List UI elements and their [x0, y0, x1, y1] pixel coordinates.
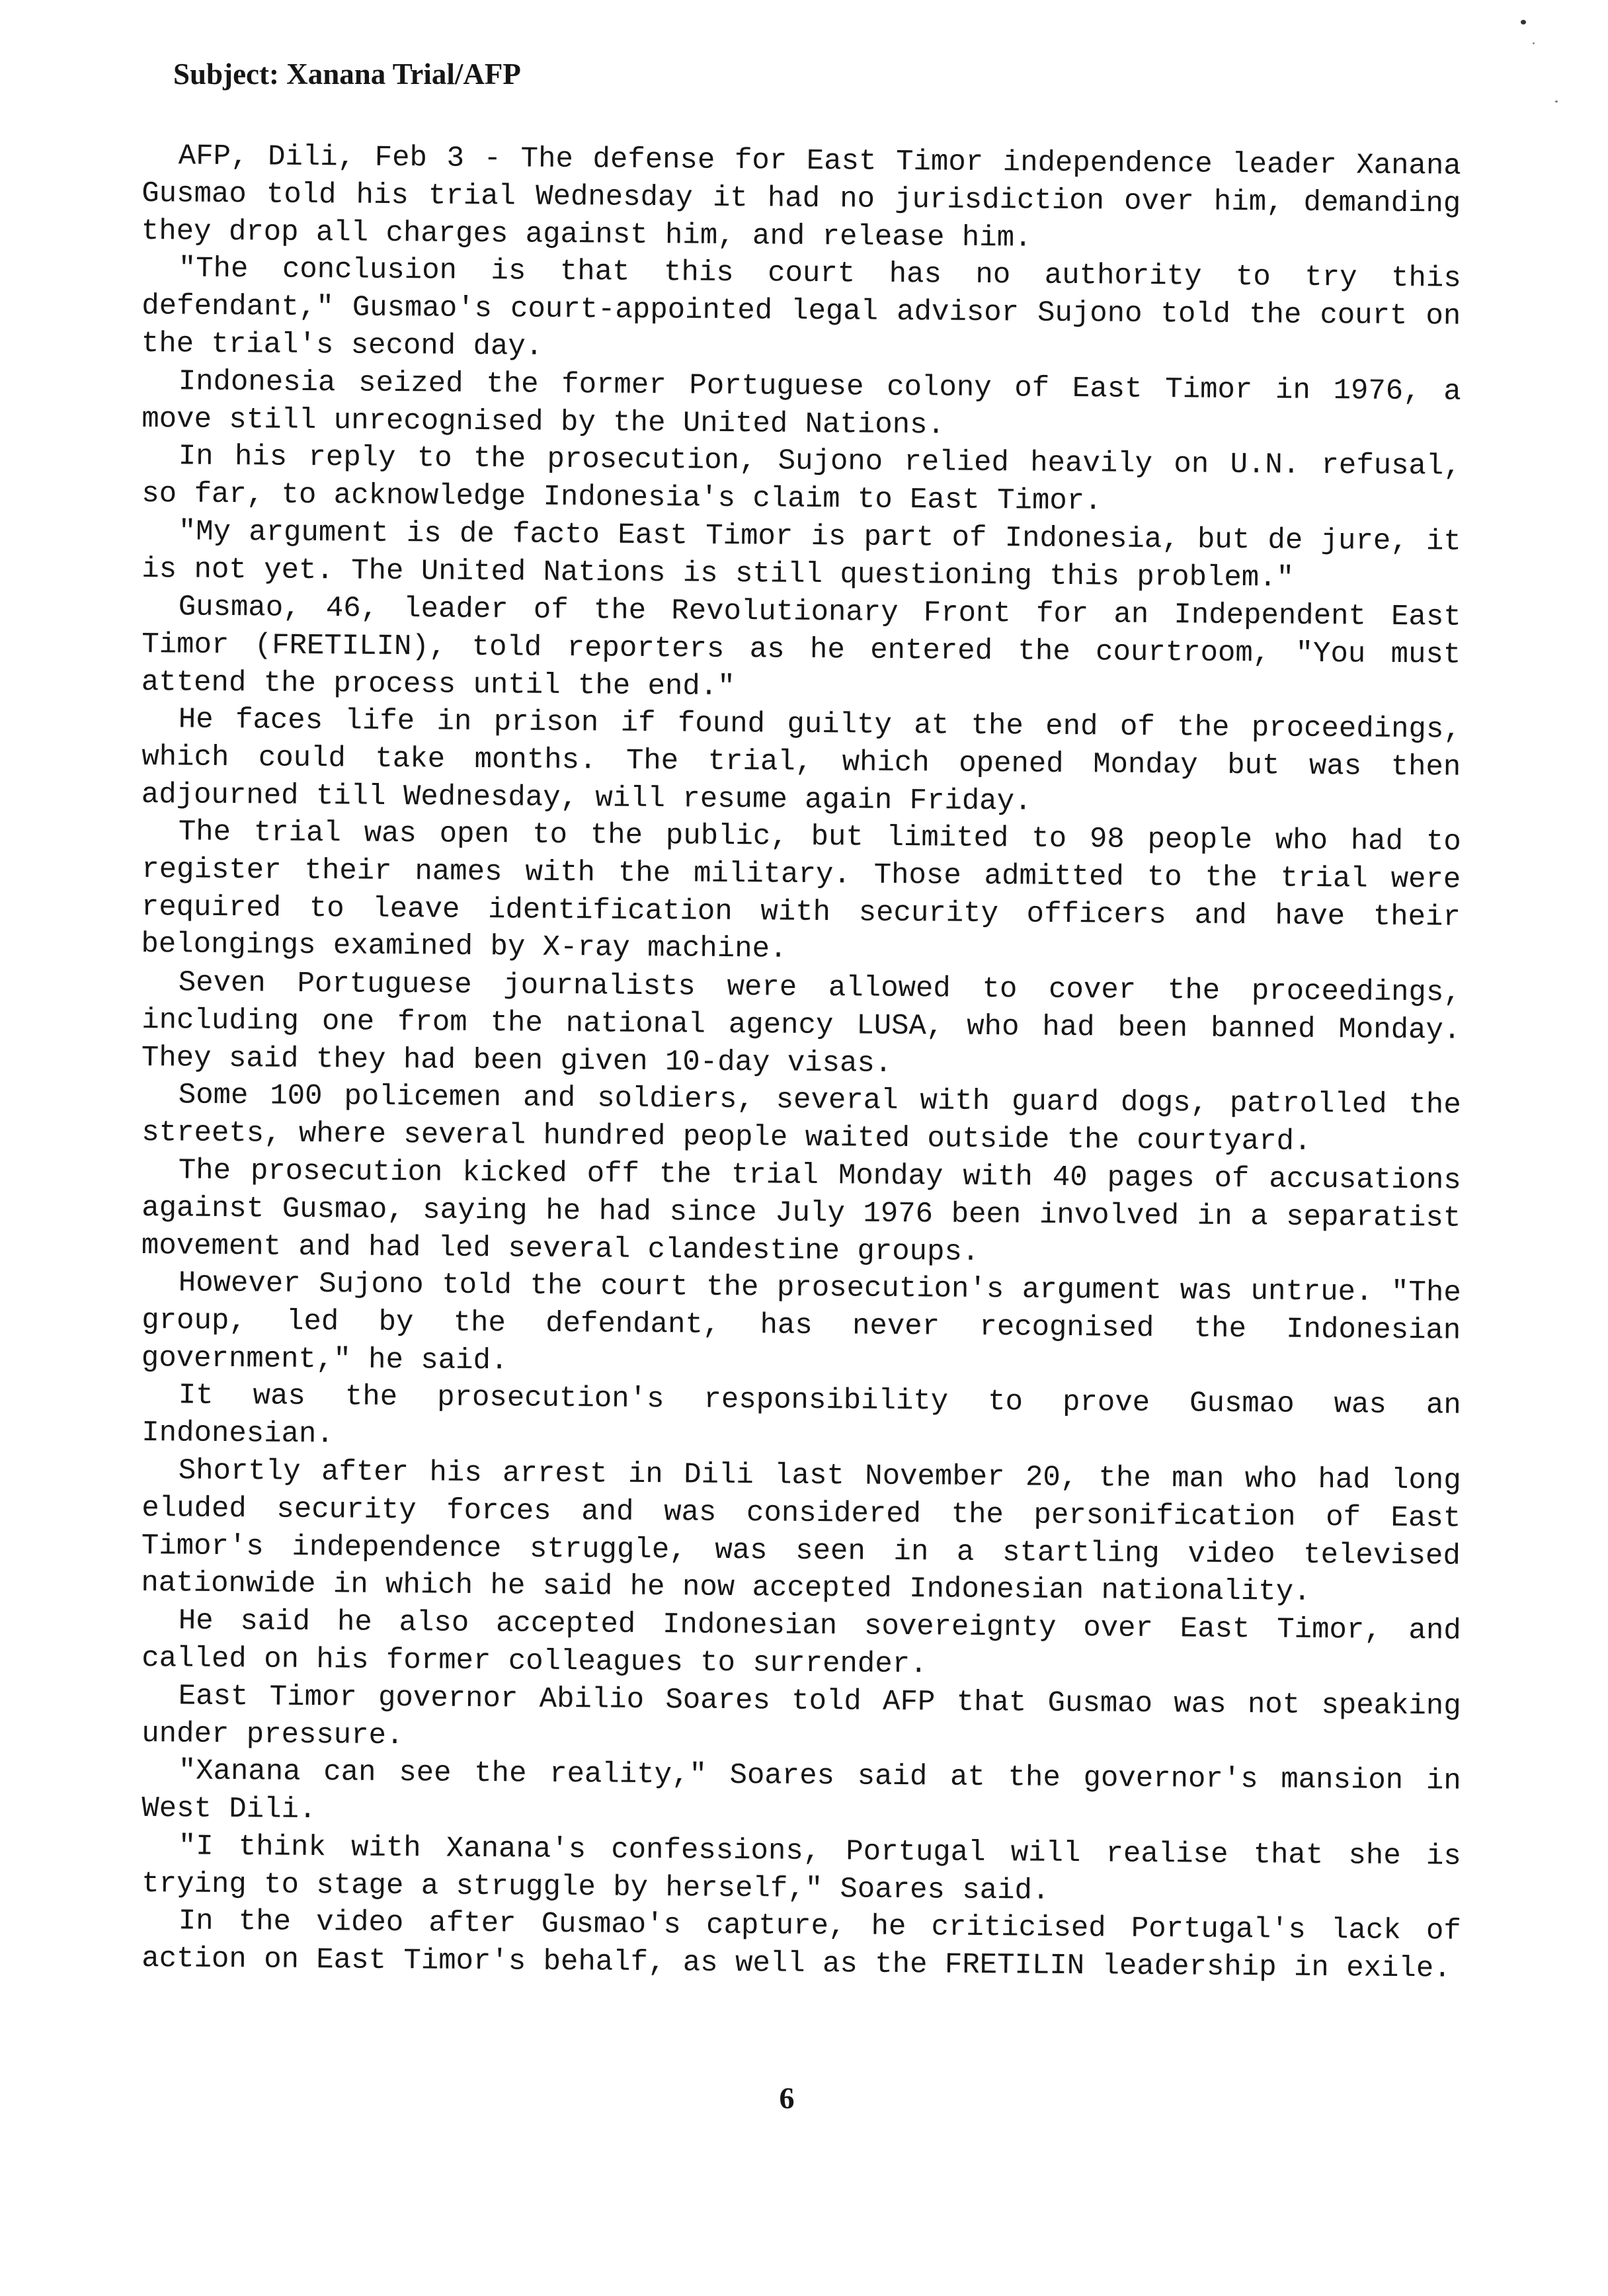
article-paragraph: Some 100 policemen and soldiers, several with guard dogs, patrolled the streets, where several hundred people waited outside the courtyard.: [141, 1079, 1461, 1159]
page-number: 6: [779, 2081, 795, 2115]
article-paragraph: AFP, Dili, Feb 3 - The defense for East Timor independence leader Xanana Gusmao told his trial Wednesday it had no jurisdiction over him, demanding they drop all charges against him, and release him.: [141, 140, 1461, 255]
scan-speck: [1555, 101, 1558, 102]
article-paragraph: However Sujono told the court the prosecution's argument was untrue. "The group, led by the defendant, has never recognised the Indonesian government," he said.: [141, 1266, 1461, 1377]
article-paragraph: "My argument is de facto East Timor is part of Indonesia, but de jure, it is not yet. The United Nations is still questioning this problem.": [141, 515, 1461, 595]
article-body: [141, 138, 1461, 1986]
article-paragraph: The trial was open to the public, but limited to 98 people who had to register their names with the military. Those admitted to the trial were required to leave identification with security officers and have their belongings examined by X-ray machine.: [141, 815, 1461, 967]
article-paragraph: Indonesia seized the former Portuguese colony of East Timor in 1976, a move still unrecognised by the United Nations.: [141, 365, 1461, 442]
article-paragraph: "Xanana can see the reality," Soares said at the governor's mansion in West Dili.: [141, 1754, 1461, 1827]
article-paragraph: In the video after Gusmao's capture, he criticised Portugal's lack of action on East Timor's behalf, as well as the FRETILIN leadership in exile.: [141, 1905, 1461, 1986]
article-paragraph: Seven Portuguese journalists were allowed to cover the proceedings, including one from the national agency LUSA, who had been banned Monday. They said they had been given 10-day visas.: [141, 965, 1461, 1081]
article-paragraph: "The conclusion is that this court has no authority to try this defendant," Gusmao's court-appointed legal advisor Sujono told the court on the trial's second day.: [141, 252, 1461, 364]
article-paragraph: Shortly after his arrest in Dili last November 20, the man who had long eluded security forces and was considered the personification of East Timor's independence struggle, was seen in a startling video televised nationwide in which he said he now accepted Indonesian nationality.: [141, 1454, 1461, 1610]
article-paragraph: The prosecution kicked off the trial Monday with 40 pages of accusations against Gusmao, saying he had since July 1976 been involved in a separatist movement and had led several clandestine groups.: [141, 1153, 1461, 1269]
scan-speck: [1533, 42, 1535, 44]
subject-heading: Subject: Xanana Trial/AFP: [173, 58, 521, 91]
article-paragraph: He said he also accepted Indonesian sovereignty over East Timor, and called on his former colleagues to surrender.: [141, 1604, 1461, 1682]
article-paragraph: "I think with Xanana's confessions, Portugal will realise that she is trying to stage a struggle by herself," Soares said.: [141, 1830, 1461, 1908]
article-paragraph: It was the prosecution's responsibility to prove Gusmao was an Indonesian.: [141, 1379, 1461, 1452]
article-paragraph: Gusmao, 46, leader of the Revolutionary Front for an Independent East Timor (FRETILIN), told reporters as he entered the courtroom, "You must attend the process until the end.": [141, 590, 1461, 704]
scan-speck: [1521, 20, 1526, 24]
article-paragraph: He faces life in prison if found guilty at the end of the proceedings, which could take months. The trial, which opened Monday but was then adjourned till Wednesday, will resume again Friday.: [141, 703, 1461, 819]
article-paragraph: In his reply to the prosecution, Sujono relied heavily on U.N. refusal, so far, to acknowledge Indonesia's claim to East Timor.: [141, 440, 1461, 518]
article-paragraph: East Timor governor Abilio Soares told AFP that Gusmao was not speaking under pressure.: [141, 1680, 1461, 1752]
